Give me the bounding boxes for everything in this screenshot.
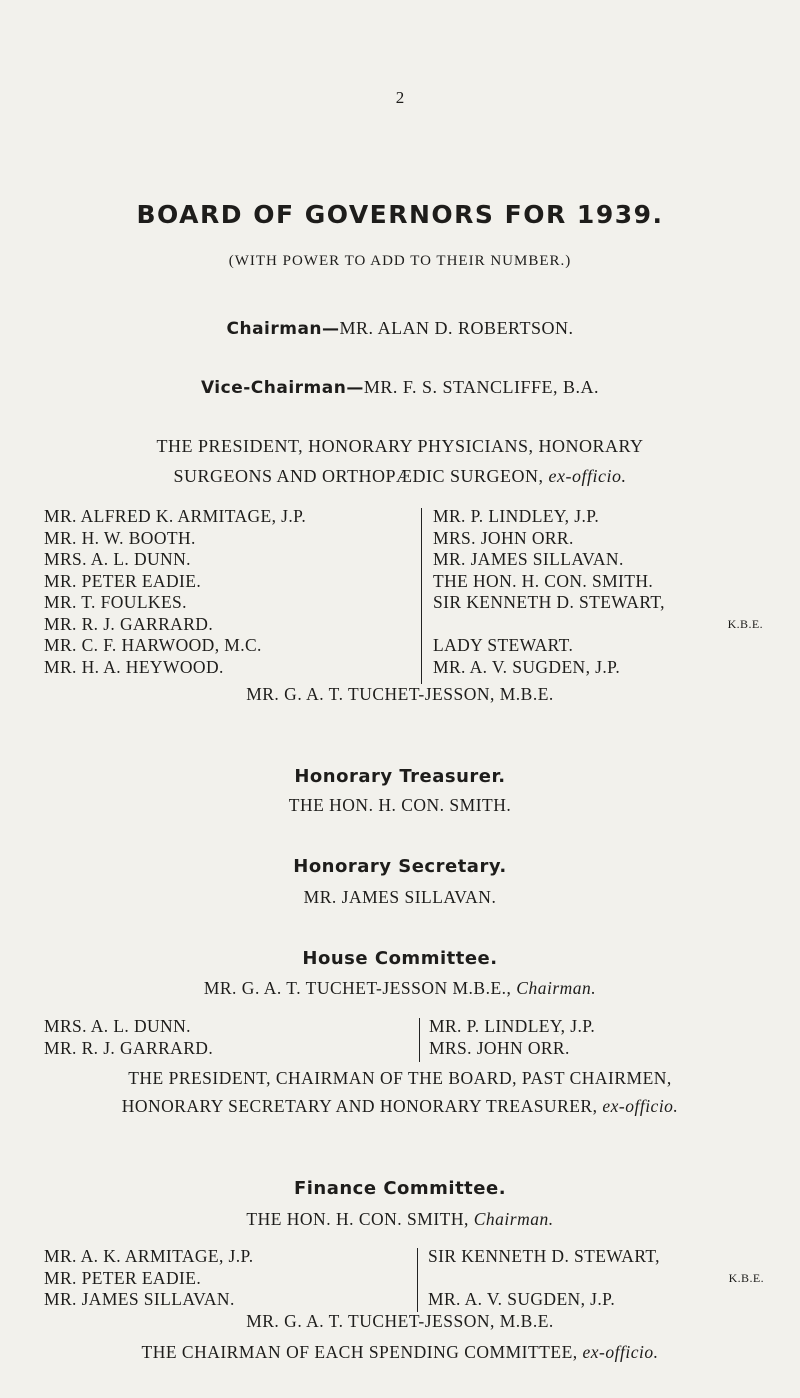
board-exofficio-italic: ex-officio. — [548, 466, 627, 486]
house-exofficio-text: HONORARY SECRETARY AND HONORARY TREASURER, — [121, 1096, 598, 1116]
house-member: MR. P. LINDLEY, J.P. — [429, 1016, 596, 1036]
house-committee-chair — [0, 978, 800, 999]
board-member: MRS. A. L. DUNN. — [44, 549, 191, 569]
finance-committee-heading: Finance Committee. — [293, 1178, 507, 1199]
finance-chair-name: THE HON. H. CON. SMITH, — [246, 1209, 469, 1229]
board-member: MR. PETER EADIE. — [44, 570, 202, 591]
house-exofficio-line2 — [0, 1096, 800, 1117]
chairman-line — [0, 318, 800, 339]
board-member: MR. H. W. BOOTH. — [44, 527, 196, 548]
board-member: MR. JAMES SILLAVAN. — [433, 549, 624, 569]
house-divider — [419, 1018, 420, 1062]
board-member: LADY STEWART. — [433, 635, 574, 655]
board-member: THE HON. H. CON. SMITH. — [433, 570, 654, 591]
finance-right-column — [428, 1246, 764, 1311]
board-member: MR. P. LINDLEY, J.P. — [433, 506, 600, 526]
treasurer-heading: Honorary Treasurer. — [294, 766, 506, 787]
board-member: MR. H. A. HEYWOOD. — [44, 656, 224, 677]
finance-left-column — [44, 1246, 253, 1311]
board-member: MR. C. F. HARWOOD, M.C. — [44, 635, 262, 655]
treasurer-name: THE HON. H. CON. SMITH. — [288, 795, 512, 815]
board-left-column — [44, 506, 306, 678]
finance-committee-chair — [0, 1209, 800, 1230]
house-committee-heading: House Committee. — [302, 948, 498, 969]
vice-chairman-line — [0, 377, 800, 398]
finance-member-honour: K.B.E. — [728, 1270, 764, 1285]
vice-chairman-name: MR. F. S. STANCLIFFE, B.A. — [363, 377, 600, 397]
secretary-heading: Honorary Secretary. — [293, 856, 507, 877]
finance-exofficio — [0, 1342, 800, 1363]
board-member: SIR KENNETH D. STEWART, — [433, 592, 665, 612]
board-last-member: MR. G. A. T. TUCHET-JESSON, M.B.E. — [246, 684, 554, 704]
finance-member: SIR KENNETH D. STEWART, — [428, 1246, 660, 1266]
finance-divider — [417, 1248, 418, 1312]
house-exofficio-italic: ex-officio. — [602, 1096, 679, 1116]
board-exofficio-line2 — [0, 466, 800, 487]
board-member-honour: K.B.E. — [727, 616, 763, 631]
finance-exofficio-text: THE CHAIRMAN OF EACH SPENDING COMMITTEE, — [141, 1342, 578, 1362]
vice-chairman-label: Vice-Chairman— — [200, 378, 364, 398]
finance-member: MR. A. K. ARMITAGE, J.P. — [44, 1246, 254, 1266]
house-member: MRS. JOHN ORR. — [429, 1037, 570, 1058]
board-member: MR. ALFRED K. ARMITAGE, J.P. — [44, 506, 307, 526]
page-number: 2 — [395, 88, 405, 107]
finance-exofficio-italic: ex-officio. — [582, 1342, 659, 1362]
finance-last-member: MR. G. A. T. TUCHET-JESSON, M.B.E. — [246, 1311, 554, 1331]
board-right-column — [433, 506, 763, 678]
house-chair-name: MR. G. A. T. TUCHET-JESSON M.B.E., — [203, 978, 512, 998]
house-chair-role: Chairman. — [516, 978, 597, 998]
finance-member: MR. PETER EADIE. — [44, 1267, 202, 1288]
board-member: MRS. JOHN ORR. — [433, 527, 574, 548]
board-member: MR. T. FOULKES. — [44, 592, 187, 612]
finance-chair-role: Chairman. — [473, 1209, 554, 1229]
board-exofficio-text: SURGEONS AND ORTHOPÆDIC SURGEON, — [173, 466, 544, 486]
board-member: MR. A. V. SUGDEN, J.P. — [433, 656, 621, 677]
secretary-name: MR. JAMES SILLAVAN. — [303, 887, 497, 907]
page-subtitle: (WITH POWER TO ADD TO THEIR NUMBER.) — [228, 253, 572, 269]
page-title: BOARD OF GOVERNORS FOR 1939. — [136, 200, 664, 229]
house-exofficio-line1: THE PRESIDENT, CHAIRMAN OF THE BOARD, PAST CHAIRMEN, — [128, 1068, 672, 1088]
finance-member: MR. JAMES SILLAVAN. — [44, 1289, 235, 1309]
house-left-column — [44, 1016, 213, 1059]
house-member: MRS. A. L. DUNN. — [44, 1016, 191, 1036]
board-member: MR. R. J. GARRARD. — [44, 613, 214, 634]
chairman-name: MR. ALAN D. ROBERTSON. — [339, 318, 574, 338]
board-divider — [421, 508, 422, 684]
house-right-column — [429, 1016, 595, 1059]
board-exofficio-line1: THE PRESIDENT, HONORARY PHYSICIANS, HONORARY — [156, 436, 644, 456]
house-member: MR. R. J. GARRARD. — [44, 1037, 214, 1058]
chairman-label: Chairman— — [226, 319, 340, 339]
finance-member: MR. A. V. SUGDEN, J.P. — [428, 1289, 616, 1309]
